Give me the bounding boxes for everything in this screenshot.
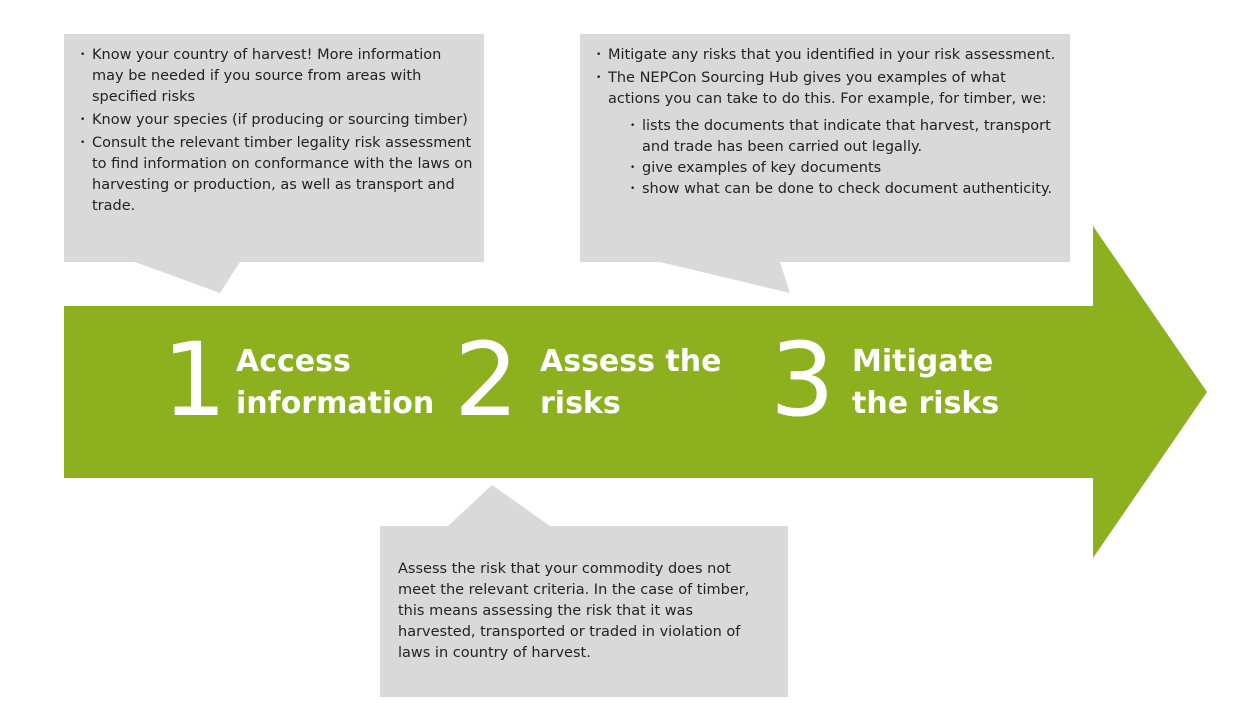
mitigate-bullet: • Mitigate any risks that you identified in your risk assessment. [590,45,1062,66]
access-bullet: • Consult the relevant timber legality risk assessment to find information on conformance with the laws on harvesting or production, as well as transport and trade. [74,133,474,217]
step-number-3: 3 [770,321,835,440]
callout-mitigate-risks [590,45,1062,202]
step-label-line: risks [540,386,621,421]
step-label-line: Access [236,344,351,379]
step-label-2 [540,341,721,425]
mitigate-bullet-text: The NEPCon Sourcing Hub gives you examples of what actions you can take to do this. For example, for timber, we: [608,70,1047,107]
mitigate-sub-bullet: • show what can be done to check document authenticity. [624,179,1062,200]
step-label-line: the risks [852,386,1000,421]
mitigate-sub-bullet: • lists the documents that indicate that harvest, transport and trade has been carried out legally. [624,116,1062,158]
mitigate-sub-bullet-list [624,116,1062,200]
callout-assess-risks [398,559,773,664]
step-number-2: 2 [454,321,519,440]
callout-access-information [74,45,474,219]
access-bullet-list [74,45,474,217]
access-bullet: • Know your species (if producing or sourcing timber) [74,110,474,131]
step-label-line: Assess the [540,344,722,379]
mitigate-bullet-list [590,45,1062,200]
mitigate-bullet [590,68,1062,200]
step-label-3 [852,341,999,425]
mitigate-sub-bullet: • give examples of key documents [624,158,1062,179]
assess-description: Assess the risk that your commodity does not meet the relevant criteria. In the case of timber, this means assessing the risk that it was harvested, transported or traded in violation of laws in country of harvest. [398,561,750,661]
step-label-line: Mitigate [852,344,994,379]
step-number-1: 1 [162,321,227,440]
step-label-line: information [236,386,435,421]
access-bullet: • Know your country of harvest! More information may be needed if you source from areas with specified risks [74,45,474,108]
step-label-1 [236,341,434,425]
